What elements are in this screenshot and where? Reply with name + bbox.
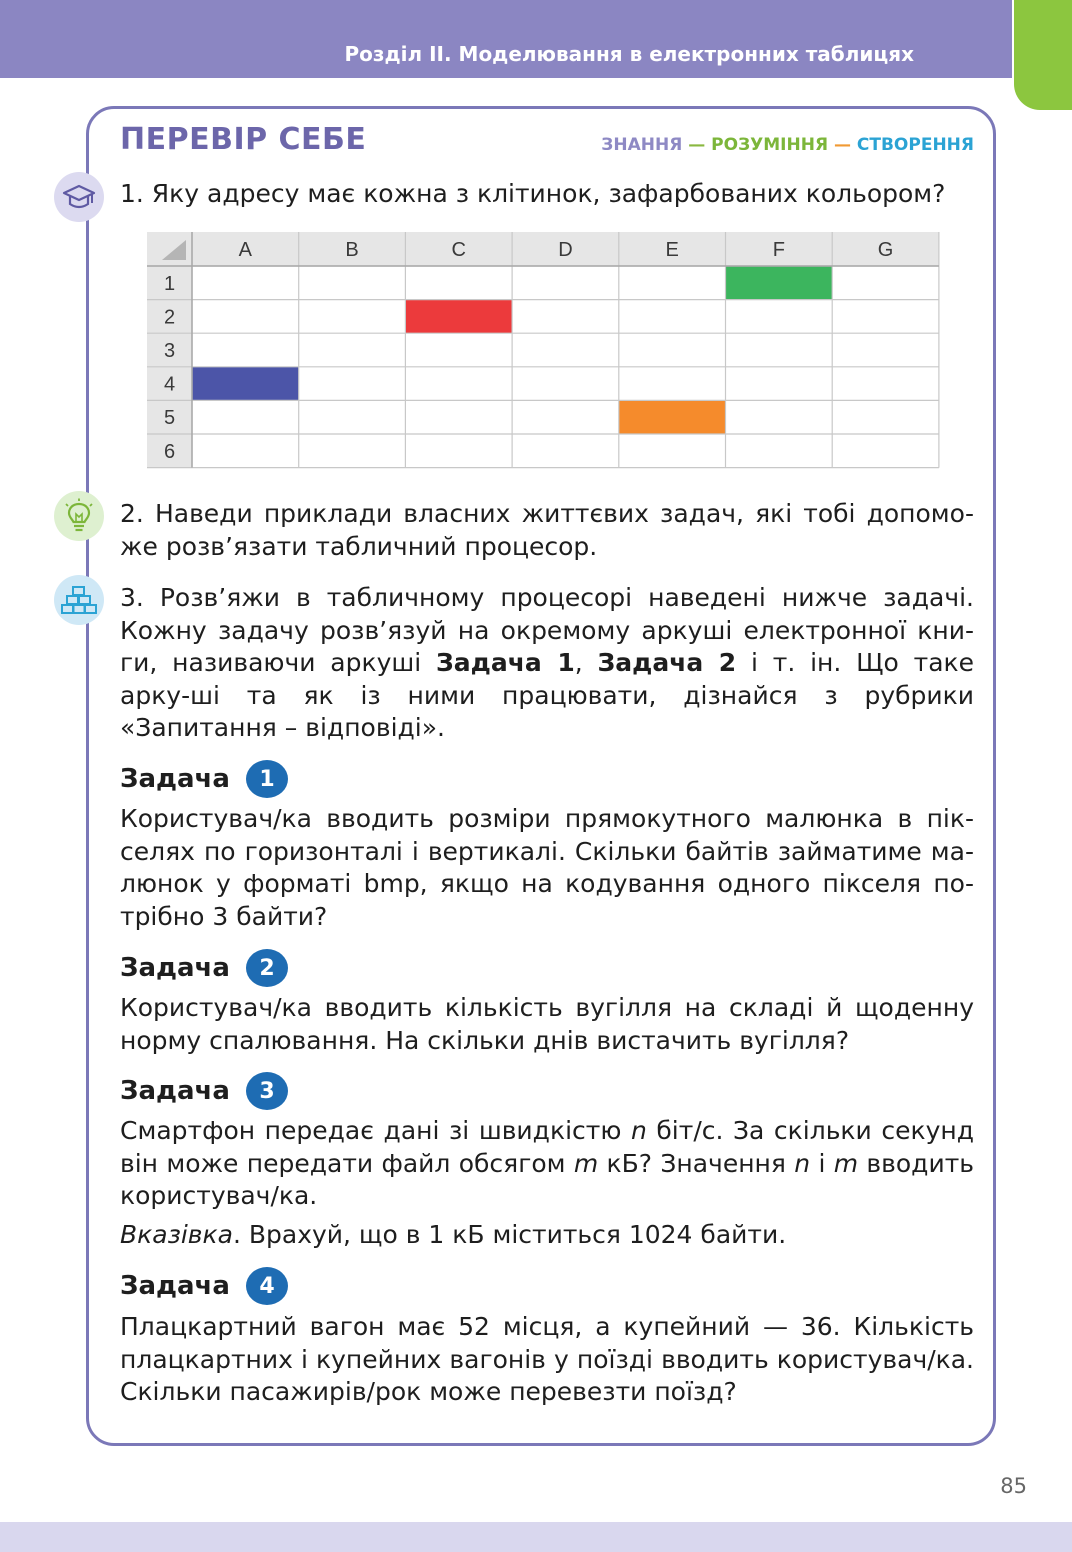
column-header-C: C xyxy=(451,239,466,261)
task-label: Задача xyxy=(120,1076,230,1106)
highlighted-cell-E5 xyxy=(619,400,726,434)
highlighted-cell-F1 xyxy=(726,266,833,300)
header-bar xyxy=(0,0,1012,78)
task-number-badge: 1 xyxy=(246,760,288,798)
column-header-G: G xyxy=(877,239,894,261)
task-number-badge: 4 xyxy=(246,1267,288,1305)
column-header-bar xyxy=(147,232,939,266)
column-header-D: D xyxy=(558,239,573,261)
question-1: 1. Яку адресу має кожна з клітинок, зафарбованих кольором? xyxy=(120,179,946,208)
task-number-badge: 3 xyxy=(246,1072,288,1110)
sheet-name-1: Задача 1 xyxy=(436,648,575,677)
task-label: Задача xyxy=(120,1271,230,1301)
hint-label: Вказівка xyxy=(120,1220,233,1249)
row-header-3: 3 xyxy=(163,340,176,362)
section-title: Розділ ІІ. Моделювання в електронних таблицях xyxy=(344,42,914,66)
task-4-text: Плацкартний вагон має 52 місця, а купейний — 36. Кількість плацкартних і купейних вагонів у поїзді вводить користувач/ка. Скільки пасажирів/рок може перевезти поїзд? xyxy=(120,1312,974,1406)
legend-knowledge: ЗНАННЯ xyxy=(601,135,683,155)
task-label: Задача xyxy=(120,764,230,794)
task-3-heading xyxy=(120,1072,288,1110)
task-4-heading xyxy=(120,1267,288,1305)
column-header-F: F xyxy=(772,239,785,261)
variable-m: m xyxy=(573,1148,599,1178)
column-header-B: B xyxy=(345,239,359,261)
footer-bar xyxy=(0,1522,1072,1552)
row-header-2: 2 xyxy=(163,306,176,329)
row-header-6: 6 xyxy=(163,440,176,463)
highlighted-cell-C2 xyxy=(405,300,512,334)
spreadsheet-figure xyxy=(147,232,945,474)
blocks-icon xyxy=(54,575,104,625)
task-label: Задача xyxy=(120,953,230,983)
task-2-text: Користувач/ка вводить кількість вугілля на складі й щоденну норму спалювання. На скільки днів вистачить вугілля? xyxy=(120,993,974,1055)
box-title: ПЕРЕВІР СЕБЕ xyxy=(120,122,367,157)
row-header-4: 4 xyxy=(163,373,176,396)
question-2: 2. Наведи приклади власних життєвих задач, які тобі допомо-же розв’язати табличний процесор. xyxy=(120,499,974,561)
variable-n: n xyxy=(630,1116,647,1145)
question-3-intro: 3. Розв’яжи в табличному процесорі наведені нижче задачі. Кожну задачу розв’язуй на окремому аркуші електронної кни-ги, називаючи аркуші xyxy=(120,583,974,677)
row-header-1: 1 xyxy=(163,272,176,295)
legend-understanding: РОЗУМІННЯ xyxy=(711,135,829,155)
task-2-heading xyxy=(120,949,288,987)
task-3-hint xyxy=(120,1219,974,1252)
task-1-text: Користувач/ка вводить розміри прямокутного малюнка в пік-селях по горизонталі і вертикалі. Скільки байтів займатиме ма-люнок у форматі bmp, якщо на кодування одного пікселя по-трібно 3 байти? xyxy=(120,804,974,931)
page-number: 85 xyxy=(1000,1474,1027,1498)
variable-n: n xyxy=(794,1148,811,1178)
task-3-text: Смартфон передає дані зі швидкістю n біт/с. За скільки секунд він може передати файл обсягом m кБ? Значення n і m вводить користувач/ка. xyxy=(120,1116,975,1210)
column-header-E: E xyxy=(665,239,679,261)
hint-text: . Врахуй, що в 1 кБ міститься 1024 байти. xyxy=(232,1220,787,1249)
legend-separator: — xyxy=(833,135,851,155)
lightbulb-icon xyxy=(54,491,104,541)
question-3-outro: і т. ін. Що таке арку-ші та як із ними працювати, дізнайся з рубрики «Запитання – відповіді». xyxy=(120,648,974,742)
sheet-name-2: Задача 2 xyxy=(597,648,737,677)
legend-creation: СТВОРЕННЯ xyxy=(856,135,974,155)
variable-m: m xyxy=(833,1148,859,1178)
question-3-comma: , xyxy=(574,648,598,677)
highlighted-cell-A4 xyxy=(192,367,299,401)
task-1-heading xyxy=(120,760,288,798)
task-number-badge: 2 xyxy=(246,949,288,987)
graduation-cap-icon xyxy=(54,172,104,222)
question-3 xyxy=(120,582,974,745)
corner-tab xyxy=(1014,0,1072,110)
level-legend xyxy=(601,135,974,155)
legend-separator: — xyxy=(688,135,706,155)
column-header-A: A xyxy=(238,239,253,261)
row-header-5: 5 xyxy=(163,407,176,430)
